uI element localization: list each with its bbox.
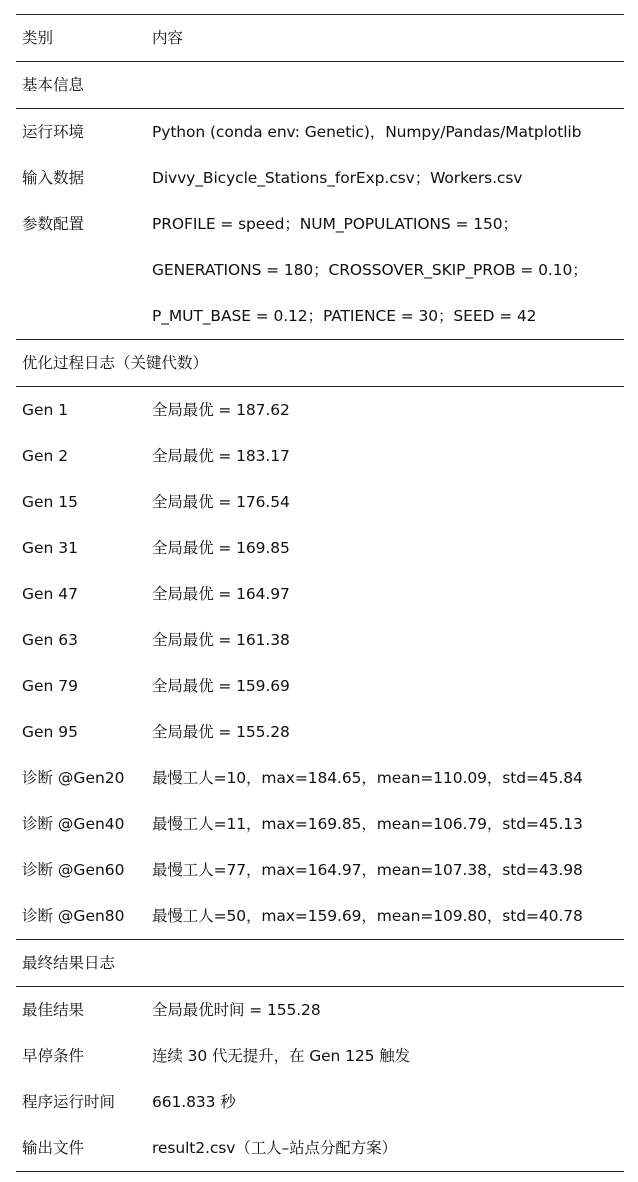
row-value: 全局最优 = 187.62	[152, 401, 290, 419]
section-title: 优化过程日志（关键代数）	[22, 354, 209, 372]
section-title: 基本信息	[22, 76, 85, 94]
row-value: 最慢工人=50，max=159.69，mean=109.80，std=40.78	[152, 907, 583, 925]
header-content: 内容	[152, 29, 183, 47]
row-value: PROFILE = speed；NUM_POPULATIONS = 150；	[152, 215, 518, 233]
table-row	[16, 1033, 624, 1079]
table-row	[16, 387, 624, 433]
row-value: 全局最优 = 169.85	[152, 539, 290, 557]
section-final-title	[16, 940, 624, 987]
row-value: 全局最优 = 183.17	[152, 447, 290, 465]
table-row	[16, 247, 624, 293]
table-header	[16, 15, 624, 62]
row-label: 诊断 @Gen40	[22, 815, 125, 833]
row-label: Gen 47	[22, 585, 79, 603]
row-value: Divvy_Bicycle_Stations_forExp.csv；Workers.csv	[152, 169, 523, 187]
section-title: 最终结果日志	[22, 954, 116, 972]
row-value: 最慢工人=11，max=169.85，mean=106.79，std=45.13	[152, 815, 583, 833]
row-label: 最佳结果	[22, 1001, 85, 1019]
row-label: 输入数据	[22, 169, 85, 187]
table-row	[16, 433, 624, 479]
row-value: 661.833 秒	[152, 1093, 236, 1111]
table-row	[16, 571, 624, 617]
row-value: 全局最优 = 164.97	[152, 585, 290, 603]
row-label: Gen 79	[22, 677, 79, 695]
row-value: 全局最优时间 = 155.28	[152, 1001, 321, 1019]
section-basic-title	[16, 62, 624, 109]
row-value: result2.csv（工人–站点分配方案）	[152, 1139, 397, 1157]
row-label: Gen 1	[22, 401, 69, 419]
table-row	[16, 201, 624, 247]
table-row	[16, 525, 624, 571]
table-row	[16, 893, 624, 940]
row-label: 程序运行时间	[22, 1093, 116, 1111]
row-label: Gen 95	[22, 723, 79, 741]
table-row	[16, 801, 624, 847]
table-row	[16, 293, 624, 340]
row-value: P_MUT_BASE = 0.12；PATIENCE = 30；SEED = 42	[152, 307, 537, 325]
table-row	[16, 847, 624, 893]
table-row	[16, 479, 624, 525]
row-value: 最慢工人=10，max=184.65，mean=110.09，std=45.84	[152, 769, 583, 787]
row-value: 全局最优 = 155.28	[152, 723, 290, 741]
row-label: 输出文件	[22, 1139, 85, 1157]
row-label: 运行环境	[22, 123, 85, 141]
row-label: 诊断 @Gen20	[22, 769, 125, 787]
table-row	[16, 109, 624, 155]
row-value: 全局最优 = 159.69	[152, 677, 290, 695]
row-label: Gen 15	[22, 493, 79, 511]
table-row	[16, 155, 624, 201]
row-label: Gen 63	[22, 631, 79, 649]
section-log-title	[16, 340, 624, 387]
table-row	[16, 709, 624, 755]
row-label: Gen 31	[22, 539, 79, 557]
table-row	[16, 663, 624, 709]
table-row	[16, 987, 624, 1033]
row-label: Gen 2	[22, 447, 69, 465]
row-value: GENERATIONS = 180；CROSSOVER_SKIP_PROB = 0.10；	[152, 261, 588, 279]
row-value: 连续 30 代无提升，在 Gen 125 触发	[152, 1047, 411, 1065]
row-value: Python (conda env: Genetic)，Numpy/Pandas/Matplotlib	[152, 123, 582, 141]
row-label: 参数配置	[22, 215, 85, 233]
table-row	[16, 1079, 624, 1125]
row-value: 最慢工人=77，max=164.97，mean=107.38，std=43.98	[152, 861, 583, 879]
results-table	[16, 14, 624, 1172]
row-label: 诊断 @Gen80	[22, 907, 125, 925]
row-label: 早停条件	[22, 1047, 85, 1065]
row-value: 全局最优 = 176.54	[152, 493, 290, 511]
table-row	[16, 755, 624, 801]
table-row	[16, 1125, 624, 1172]
row-value: 全局最优 = 161.38	[152, 631, 290, 649]
row-label: 诊断 @Gen60	[22, 861, 125, 879]
table-row	[16, 617, 624, 663]
header-category: 类别	[22, 29, 54, 47]
